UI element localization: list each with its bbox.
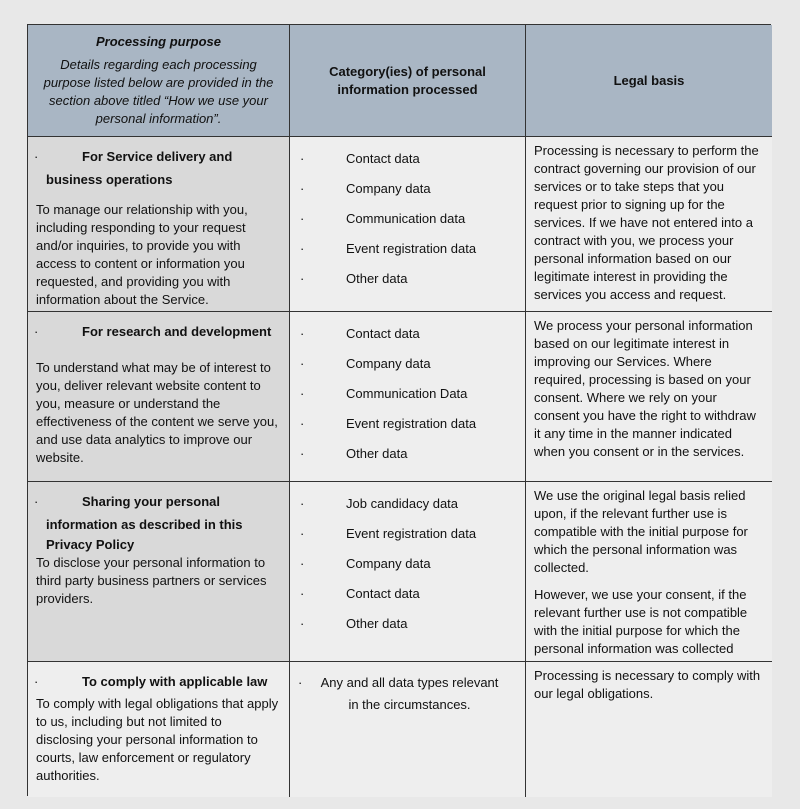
purpose-title [36, 145, 281, 191]
category-item [300, 174, 519, 204]
category-label: Communication Data [346, 386, 468, 401]
bullet: · [300, 556, 305, 571]
bullet: · [300, 416, 305, 431]
categories-cell [290, 312, 526, 482]
purpose-title-line: To comply with applicable law [82, 674, 268, 689]
processing-purposes-table [27, 24, 771, 796]
bullet: · [34, 674, 39, 689]
legal-basis-cell [526, 662, 772, 797]
legal-basis-text: We use the original legal basis relied upon, if the relevant further use is compatible with the initial purpose for which the personal information was collected. [534, 488, 748, 575]
header-processing-purpose-title: Processing purpose [96, 34, 221, 49]
category-label: Contact data [346, 326, 420, 341]
category-label: Company data [346, 181, 431, 196]
purpose-description: To comply with legal obligations that apply to us, including but not limited to disclosing your personal information to courts, law enforcement or regulatory authorities. [36, 696, 279, 783]
legal-basis-text: However, we use your consent, if the relevant further use is not compatible with the initial purpose for which the personal information was collected [534, 587, 748, 656]
bullet: · [300, 526, 305, 541]
categories-cell [290, 482, 526, 662]
legal-basis-cell [526, 137, 772, 312]
purpose-title-line: For research and development [82, 324, 272, 339]
category-label: Company data [346, 356, 431, 371]
purpose-cell-research [28, 312, 290, 482]
category-item [300, 234, 519, 264]
bullet: · [300, 356, 305, 371]
category-item [300, 519, 519, 549]
bullet: · [300, 496, 305, 511]
category-item [300, 409, 519, 439]
purpose-description: To manage our relationship with you, including responding to your request and/or inquiries, to provide you with access to content or information you requested, and providing you with information about the Service. [36, 202, 248, 307]
header-categories [290, 25, 526, 137]
bullet: · [300, 181, 305, 196]
purpose-title-line: For Service delivery and [82, 149, 233, 164]
category-label: Other data [346, 446, 408, 461]
category-label: Event registration data [346, 416, 477, 431]
legal-basis-text: We process your personal information based on our legitimate interest in improving our Services. Where required, processing is based on your consent. Where we rely on your consent you have the right to withdraw it any time in the manner indicated when you consent or in the services. [534, 318, 756, 459]
category-item [300, 579, 519, 609]
categories-cell [290, 137, 526, 312]
purpose-title-line: business operations [46, 172, 173, 187]
category-label: Event registration data [346, 241, 477, 256]
purpose-title-line: Sharing your personal [82, 494, 220, 509]
purpose-title [36, 320, 281, 343]
category-label: Job candidacy data [346, 496, 459, 511]
category-item [300, 549, 519, 579]
categories-cell [290, 662, 526, 797]
category-item [300, 609, 519, 639]
bullet: · [298, 675, 303, 690]
category-item [300, 349, 519, 379]
category-label: Company data [346, 556, 431, 571]
category-label: Communication data [346, 211, 466, 226]
header-processing-purpose-detail: Details regarding each processing purpose listed below are provided in the section above titled “How we use your personal information”. [43, 57, 274, 126]
legal-basis-text: Processing is necessary to perform the contract governing our provision of our services or to take steps that you request prior to signing up for the services. If we have not entered into a contract with you, we process your personal information based on our legitimate interest in providing the services you access and request. [534, 143, 759, 302]
purpose-cell-legal-compliance [28, 662, 290, 797]
category-item [300, 319, 519, 349]
category-item [300, 144, 519, 174]
legal-basis-cell [526, 482, 772, 662]
category-label: Other data [346, 271, 408, 286]
purpose-title [36, 670, 281, 693]
category-item [300, 439, 519, 469]
category-label: Other data [346, 616, 408, 631]
purpose-cell-service-delivery [28, 137, 290, 312]
bullet: · [300, 446, 305, 461]
category-label: Any and all data types relevant in the circumstances. [320, 675, 499, 712]
legal-basis-cell [526, 312, 772, 482]
purpose-cell-sharing [28, 482, 290, 662]
purpose-description: To understand what may be of interest to you, deliver relevant website content to you, measure or understand the effectiveness of the content we serve you, and use data analytics to improve our website. [36, 360, 278, 465]
category-label: Contact data [346, 586, 420, 601]
category-item [300, 672, 519, 716]
category-item [300, 204, 519, 234]
bullet: · [300, 586, 305, 601]
header-legal-basis-label: Legal basis [613, 72, 685, 88]
bullet: · [300, 151, 305, 166]
header-categories-label: Category(ies) of personal information processed [329, 63, 486, 97]
header-processing-purpose [28, 25, 290, 137]
bullet: · [300, 241, 305, 256]
category-item [300, 264, 519, 294]
category-label: Event registration data [346, 526, 477, 541]
legal-basis-text: Processing is necessary to comply with our legal obligations. [534, 668, 761, 701]
bullet: · [300, 211, 305, 226]
bullet: · [34, 324, 39, 339]
category-item [300, 489, 519, 519]
bullet: · [34, 494, 39, 509]
bullet: · [300, 386, 305, 401]
purpose-title-line: information as described in this [46, 517, 243, 532]
category-item [300, 379, 519, 409]
header-legal-basis [526, 25, 772, 137]
bullet: · [34, 149, 39, 164]
purpose-title-line: Privacy Policy [46, 537, 135, 552]
category-label: Contact data [346, 151, 420, 166]
purpose-title [36, 490, 281, 554]
bullet: · [300, 271, 305, 286]
bullet: · [300, 616, 305, 631]
bullet: · [300, 326, 305, 341]
purpose-description: To disclose your personal information to third party business partners or services providers. [36, 555, 267, 606]
